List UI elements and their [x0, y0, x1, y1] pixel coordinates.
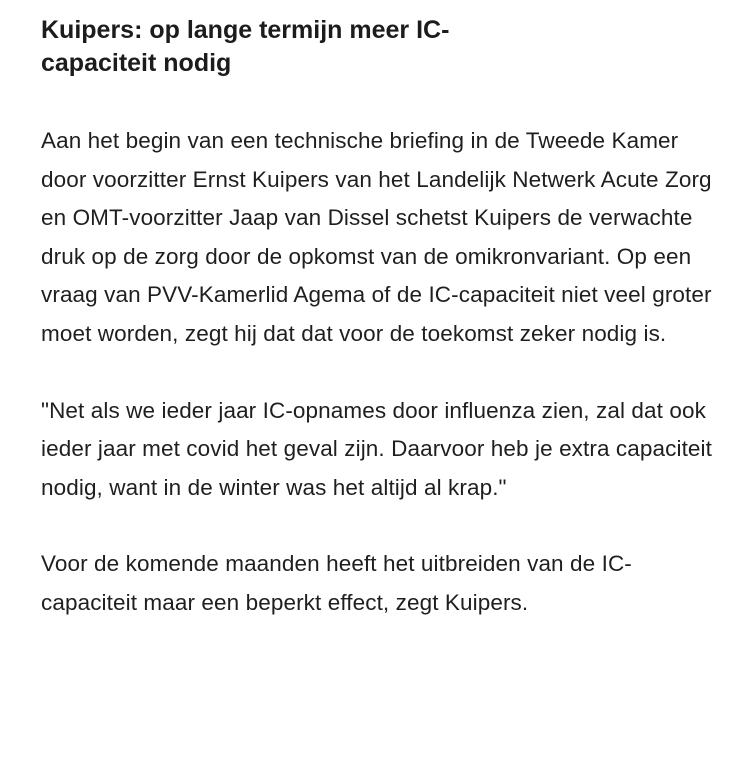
article-paragraph: Aan het begin van een technische briefing in de Tweede Kamer door voorzitter Ernst Kuipers van het Landelijk Netwerk Acute Zorg en OMT-voorzitter Jaap van Dissel schetst Kuipers de verwachte druk op de zorg door de opkomst van de omikronvariant. Op een vraag van PVV-Kamerlid Agema of de IC-capaciteit niet veel groter moet worden, zegt hij dat dat voor de toekomst zeker nodig is.: [41, 128, 712, 346]
article: [41, 0, 721, 623]
article-headline: Kuipers: op lange termijn meer IC-capaciteit nodig: [41, 16, 450, 77]
article-paragraph: Voor de komende maanden heeft het uitbreiden van de IC-capaciteit maar een beperkt effect, zegt Kuipers.: [41, 551, 632, 615]
article-quote-paragraph: "Net als we ieder jaar IC-opnames door influenza zien, zal dat ook ieder jaar met covid het geval zijn. Daarvoor heb je extra capaciteit nodig, want in de winter was het altijd al krap.": [41, 397, 712, 500]
